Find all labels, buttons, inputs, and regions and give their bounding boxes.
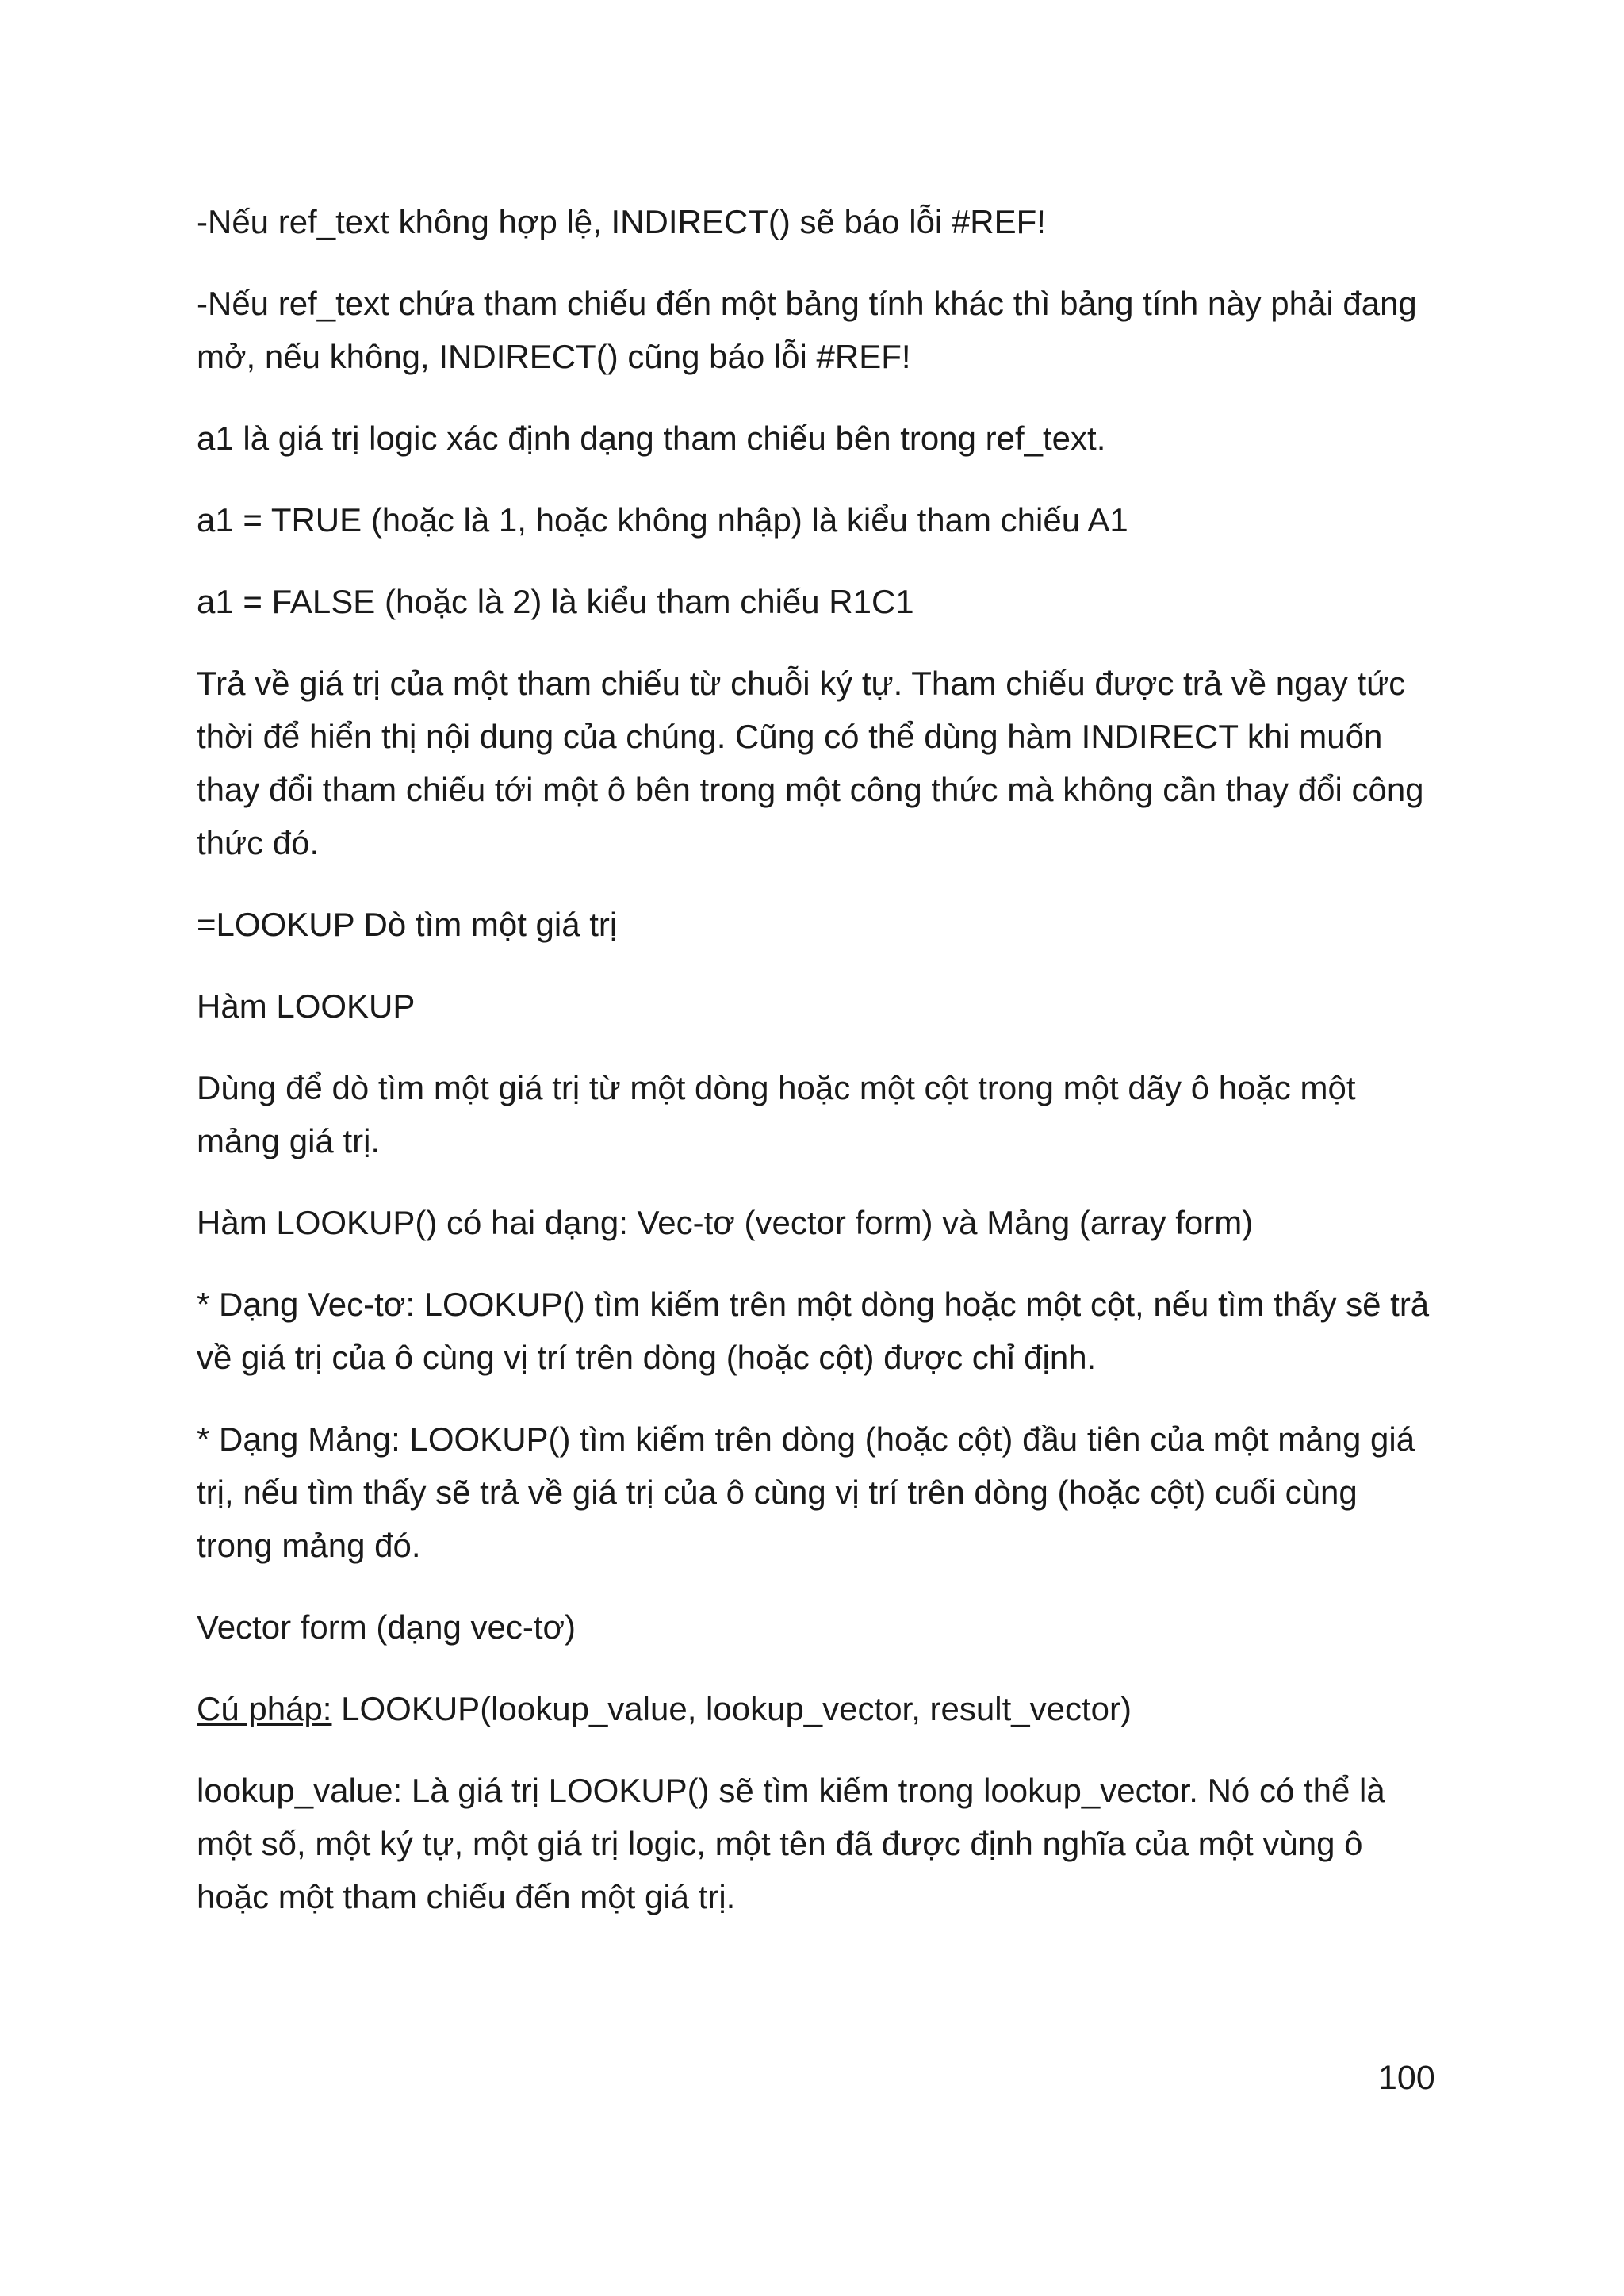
paragraph-ref-text-other-workbook: -Nếu ref_text chứa tham chiếu đến một bảng tính khác thì bảng tính này phải đang mở, nếu không, INDIRECT() cũng báo lỗi #REF! [197, 285, 1417, 375]
paragraph-indirect-description: Trả về giá trị của một tham chiếu từ chuỗi ký tự. Tham chiếu được trả về ngay tức thời để hiển thị nội dung của chúng. Cũng có thể dùng hàm INDIRECT khi muốn thay đổi tham chiếu tới một ô bên trong một công thức mà không cần thay đổi công thức đó. [197, 665, 1424, 861]
paragraph-vector-form: * Dạng Vec-tơ: LOOKUP() tìm kiếm trên một dòng hoặc một cột, nếu tìm thấy sẽ trả về giá trị của ô cùng vị trí trên dòng (hoặc cột) được chỉ định. [197, 1286, 1430, 1376]
paragraph-a1-false: a1 = FALSE (hoặc là 2) là kiểu tham chiếu R1C1 [197, 583, 914, 620]
syntax-text: LOOKUP(lookup_value, lookup_vector, result_vector) [331, 1690, 1132, 1727]
page-number: 100 [1378, 2059, 1435, 2097]
paragraph-array-form: * Dạng Mảng: LOOKUP() tìm kiếm trên dòng (hoặc cột) đầu tiên của một mảng giá trị, nếu tìm thấy sẽ trả về giá trị của ô cùng vị trí trên dòng (hoặc cột) cuối cùng trong mảng đó. [197, 1420, 1415, 1564]
page-body [197, 195, 1434, 1952]
paragraph-ref-text-invalid: -Nếu ref_text không hợp lệ, INDIRECT() sẽ báo lỗi #REF! [197, 203, 1046, 240]
paragraph-a1-true: a1 = TRUE (hoặc là 1, hoặc không nhập) là kiểu tham chiếu A1 [197, 501, 1128, 539]
heading-vector-form: Vector form (dạng vec-tơ) [197, 1608, 576, 1646]
paragraph-lookup-value: lookup_value: Là giá trị LOOKUP() sẽ tìm kiếm trong lookup_vector. Nó có thể là một số, một ký tự, một giá trị logic, một tên đã được định nghĩa của một vùng ô hoặc một tham chiếu đến một giá trị. [197, 1772, 1385, 1915]
syntax-label: Cú pháp: [197, 1690, 332, 1727]
paragraph-lookup-forms: Hàm LOOKUP() có hai dạng: Vec-tơ (vector form) và Mảng (array form) [197, 1204, 1254, 1241]
heading-lookup-function: Hàm LOOKUP [197, 987, 416, 1025]
paragraph-lookup-purpose: Dùng để dò tìm một giá trị từ một dòng hoặc một cột trong một dãy ô hoặc một mảng giá trị. [197, 1069, 1356, 1159]
heading-lookup-formula: =LOOKUP Dò tìm một giá trị [197, 906, 618, 943]
paragraph-syntax [197, 1682, 1434, 1735]
paragraph-a1-definition: a1 là giá trị logic xác định dạng tham chiếu bên trong ref_text. [197, 420, 1106, 457]
